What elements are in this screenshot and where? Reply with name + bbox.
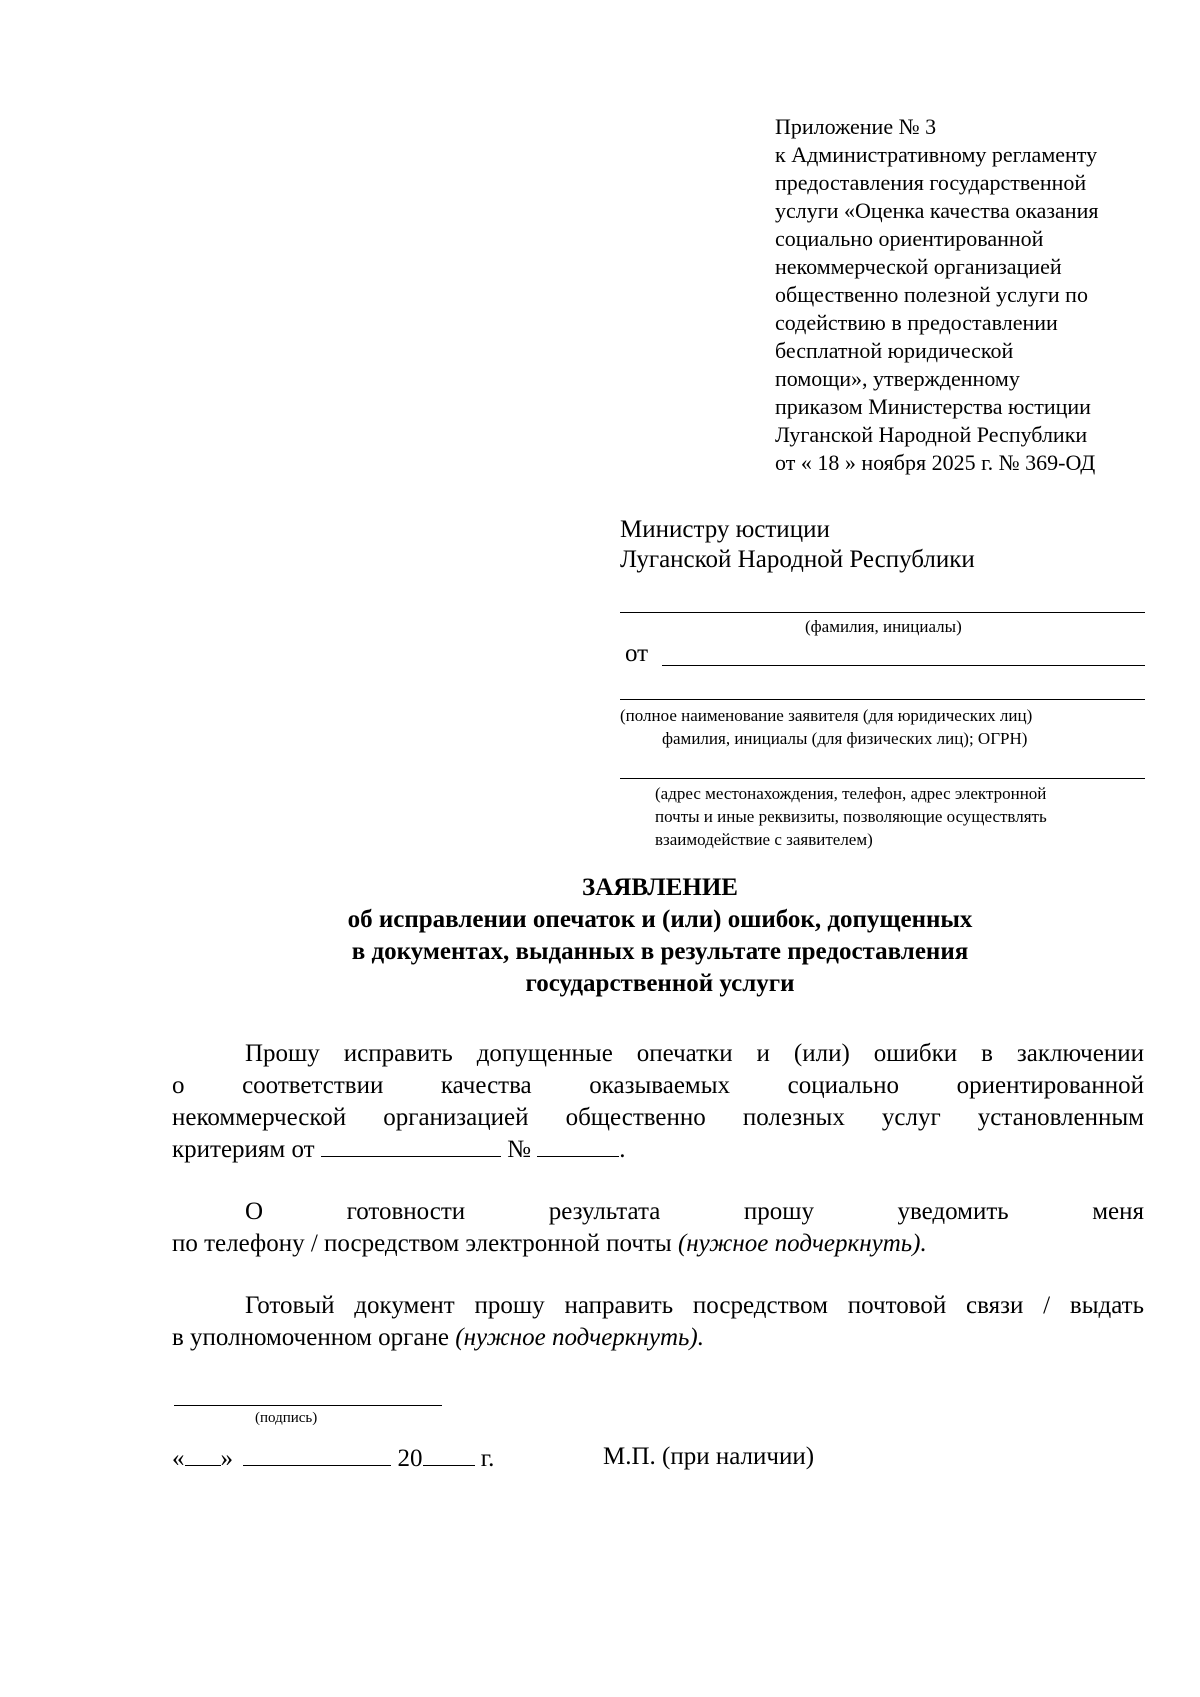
notify-options: по телефону / посредством электронной почты (172, 1230, 672, 1257)
underline-note: (нужное подчеркнуть). (677, 1230, 927, 1257)
period: . (619, 1136, 626, 1163)
title-subheading: об исправлении опечаток и (или) ошибок, допущенных (347, 906, 973, 933)
applicant-caption: (полное наименование заявителя (для юридических лиц) (620, 706, 1033, 725)
appendix-line: социально ориентированной (775, 226, 1044, 251)
paragraph-delivery (172, 1290, 1144, 1354)
appendix-header (775, 113, 1175, 477)
quote-close: » (220, 1445, 233, 1472)
paragraph-line (172, 1322, 1144, 1354)
year-blank[interactable] (423, 1443, 475, 1466)
title-subheading: в документах, выданных в результате предоставления (351, 938, 969, 965)
paragraph-line: Готовый документ прошу направить посредством почтовой связи / выдать (245, 1292, 1144, 1319)
paragraph-line (172, 1134, 1144, 1166)
title-heading: ЗАЯВЛЕНИЕ (582, 874, 738, 901)
stamp-note: М.П. (при наличии) (603, 1443, 815, 1470)
addressee-line: Министру юстиции (620, 516, 830, 543)
addressee-line: Луганской Народной Республики (620, 546, 975, 573)
date-blank[interactable] (321, 1134, 501, 1157)
month-blank[interactable] (243, 1443, 391, 1466)
paragraph-notify (172, 1196, 1144, 1260)
paragraph-line (172, 1228, 1144, 1260)
year-suffix: г. (480, 1445, 495, 1472)
appendix-line: некоммерческой организацией (775, 254, 1062, 279)
underline-note: (нужное подчеркнуть). (455, 1324, 705, 1351)
appendix-line: приказом Министерства юстиции (775, 394, 1091, 419)
name-field-line[interactable] (620, 612, 1145, 613)
signature-caption: (подпись) (255, 1410, 318, 1426)
signature-line[interactable] (174, 1405, 442, 1406)
applicant-caption: фамилия, инициалы (для физических лиц); ОГРН) (662, 729, 1028, 748)
appendix-line: услуги «Оценка качества оказания (775, 198, 1099, 223)
appendix-line: от « 18 » ноября 2025 г. № 369-ОД (775, 450, 1096, 475)
document-title (0, 872, 1200, 1000)
appendix-line: помощи», утвержденному (775, 366, 1020, 391)
appendix-line: предоставления государственной (775, 170, 1087, 195)
criteria-label: критериям от (172, 1136, 315, 1163)
appendix-line: Луганской Народной Республики (775, 422, 1088, 447)
number-sign: № (507, 1136, 531, 1163)
paragraph-request (172, 1038, 1144, 1166)
address-caption: (адрес местонахождения, телефон, адрес электронной (655, 784, 1047, 803)
paragraph-line: некоммерческой организацией общественно полезных услуг установленным (172, 1104, 1144, 1131)
appendix-line: общественно полезной услуги по (775, 282, 1088, 307)
day-blank[interactable] (185, 1443, 221, 1466)
name-field-caption: (фамилия, инициалы) (805, 617, 962, 636)
appendix-line: содействию в предоставлении (775, 310, 1058, 335)
from-label: от (625, 640, 649, 667)
address-caption: взаимодействие с заявителем) (655, 830, 873, 849)
title-subheading: государственной услуги (525, 970, 795, 997)
addressee-block (620, 515, 975, 575)
delivery-options: в уполномоченном органе (172, 1324, 450, 1351)
paragraph-line: о соответствии качества оказываемых социально ориентированной (172, 1072, 1144, 1099)
quote-open: « (172, 1445, 185, 1472)
paragraph-line: О готовности результата прошу уведомить меня (245, 1198, 1144, 1225)
date-row (172, 1443, 494, 1473)
appendix-line: бесплатной юридической (775, 338, 1014, 363)
applicant-field-line-2[interactable] (620, 699, 1145, 700)
paragraph-line: Прошу исправить допущенные опечатки и (или) ошибки в заключении (245, 1040, 1144, 1067)
appendix-line: Приложение № 3 (775, 114, 937, 139)
address-field-line[interactable] (620, 778, 1145, 779)
address-caption: почты и иные реквизиты, позволяющие осуществлять (655, 807, 1047, 826)
number-blank[interactable] (537, 1134, 619, 1157)
year-prefix: 20 (397, 1445, 423, 1472)
appendix-line: к Административному регламенту (775, 142, 1098, 167)
applicant-field-line[interactable] (662, 665, 1145, 666)
